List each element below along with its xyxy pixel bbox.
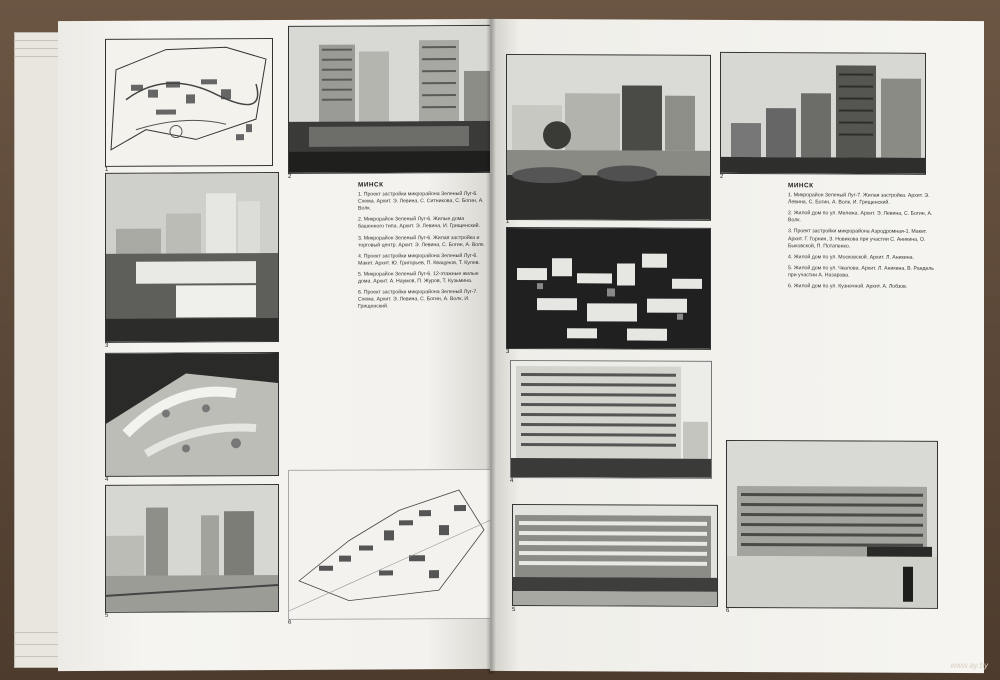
- photo-number: 3: [506, 348, 510, 356]
- housing-trade-center-image: [106, 173, 278, 342]
- caption-title: МИНСК: [358, 181, 384, 189]
- caption: 4. Жилой дом по ул. Московской. Архит. Л. Аникина.: [788, 253, 914, 261]
- photo-number: 4: [510, 478, 514, 485]
- caption: 2. Микрорайон Зеленый Луг-6. Жилые дома башенного типа. Архит. Э. Левина, И. Грищенский.: [358, 216, 480, 231]
- photo-number: 1: [506, 218, 510, 226]
- kuznechnaya-street-photo: [726, 440, 938, 609]
- right-page: [490, 19, 984, 673]
- caption: 6. Проект застройки микрорайона Зеленый Луг-7. Схема. Архит. Э. Левина, С. Богин, А. Волк, И. Грищенский.: [358, 289, 478, 310]
- caption: 1. Проект застройки микрорайона Зеленый Луг-6. Схема. Архит. Э. Левина, С. Ситникова, С. Богин, А. Волк.: [358, 191, 484, 212]
- photo-number: 4: [105, 476, 109, 483]
- chkalova-street-image: [513, 505, 717, 606]
- moskovskaya-street-photo: [510, 360, 712, 479]
- photo-number: 5: [512, 607, 516, 614]
- watermark: www.ay.by: [950, 661, 988, 670]
- caption: 3. Проект застройки микрорайона Аэродромная-1. Макет. Архит. Г. Горнин, З. Новикова при участии С. Аникина, О. Быковской, П. Потапенко.: [788, 228, 927, 250]
- caption: 5. Микрорайон Зеленый Луг-6. 12-этажные жилые дома. Архит. А. Наумов, П. Журов, Т. Кузьмина.: [358, 270, 479, 285]
- aerodromnaya-model-image: [507, 228, 710, 349]
- tower-buildings-image: [289, 26, 491, 173]
- left-page: [58, 19, 492, 671]
- photo-number: 6: [726, 607, 730, 614]
- right-captions: [788, 182, 934, 295]
- photo-number: 2: [288, 173, 292, 180]
- photo-number: 3: [105, 342, 109, 349]
- aerodromnaya-model-photo: [506, 227, 711, 350]
- caption: 3. Микрорайон Зеленый Луг-6. Жилая застройка и торговый центр. Архит. Э. Левина, С. Богин, А. Волк.: [358, 234, 485, 249]
- caption: 2. Жилой дом по ул. Мележа. Архит. Э. Левина, С. Богин, А. Волк.: [788, 210, 933, 224]
- site-plan-drawing: [106, 39, 272, 166]
- photo-number: 2: [720, 173, 724, 180]
- left-captions: [358, 181, 486, 315]
- model-image: [106, 353, 278, 476]
- zeleny-lug-7-photo: [506, 54, 711, 221]
- model-photo: [105, 352, 279, 477]
- twelve-storey-houses-image: [106, 485, 278, 612]
- site-plan-photo: [105, 38, 273, 167]
- chkalova-street-photo: [512, 504, 718, 607]
- tower-buildings-photo: [288, 25, 492, 174]
- kuznechnaya-street-image: [727, 441, 937, 608]
- twelve-storey-houses-photo: [105, 484, 279, 613]
- caption: 4. Проект застройки микрорайона Зеленый Луг-6. Макет. Архит. Ю. Григорьев, П. Квацунов, Т. Кулев.: [358, 252, 480, 267]
- caption-title: МИНСК: [788, 182, 814, 190]
- melezha-street-image: [721, 53, 925, 174]
- moskovskaya-street-image: [511, 361, 711, 478]
- housing-trade-center-photo: [105, 172, 279, 343]
- book-spine: [486, 18, 496, 674]
- melezha-street-photo: [720, 52, 926, 175]
- photo-number: 5: [105, 612, 109, 619]
- photo-number: 1: [105, 166, 109, 173]
- zeleny-lug-7-image: [507, 55, 710, 220]
- photo-number: 6: [288, 619, 292, 626]
- caption: 5. Жилой дом по ул. Чкалова. Архит. Л. Аникина, В. Рандель при участии А. Назарова.: [788, 265, 934, 279]
- caption: 1. Микрорайон Зеленый Луг-7. Жилая застройка. Архит. Э. Левина, С. Богин, А. Волк, И. Грищенский.: [788, 192, 930, 206]
- scheme-photo: [288, 469, 492, 620]
- scheme-drawing: [289, 470, 491, 619]
- caption: 6. Жилой дом по ул. Кузнечной. Архит. А. Лобзов.: [788, 283, 908, 290]
